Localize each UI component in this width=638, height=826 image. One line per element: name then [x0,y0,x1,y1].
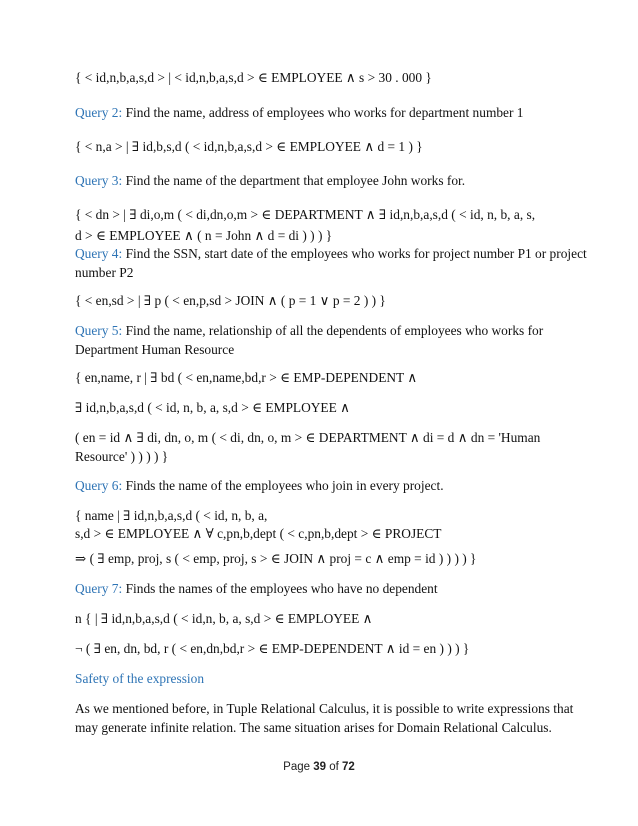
query-label: Query 5: [75,323,123,338]
expression-line: n { | ∃ id,n,b,a,s,d ( < id,n, b, a, s,d > ∈ EMPLOYEE ∧ [75,611,373,626]
query-line [75,103,578,123]
expression-line: { < dn > | ∃ di,o,m ( < di,dn,o,m > ∈ DEPARTMENT ∧ ∃ id,n,b,a,s,d ( < id, n, b, a, s, [75,207,536,222]
query-label: Query 3: [75,173,123,188]
query-line [75,476,578,496]
query-text: Find the name, relationship of all the dependents of employees who works for [125,323,544,338]
query-label: Query 7: [75,581,123,596]
expression-line: { en,name, r | ∃ bd ( < en,name,bd,r > ∈ EMP-DEPENDENT ∧ [75,370,418,385]
body-text: may generate infinite relation. The same situation arises for Domain Relational Calculus. [75,720,552,735]
expression-line: Resource' ) ) ) ) } [75,449,169,464]
expression-line: { < id,n,b,a,s,d > | < id,n,b,a,s,d > ∈ EMPLOYEE ∧ s > 30 . 000 } [75,70,432,85]
query-label: Query 6: [75,478,123,493]
expression-line: d > ∈ EMPLOYEE ∧ ( n = John ∧ d = di ) ) ) } [75,228,333,243]
expression-line: ∃ id,n,b,a,s,d ( < id, n, b, a, s,d > ∈ EMPLOYEE ∧ [75,400,350,415]
expression-line: s,d > ∈ EMPLOYEE ∧ ∀ c,pn,b,dept ( < c,pn,b,dept > ∈ PROJECT [75,526,442,541]
query-line [75,171,578,191]
page-number [0,761,638,773]
query-line [75,244,587,264]
page-of: of [326,761,343,773]
expression-line: ⇒ ( ∃ emp, proj, s ( < emp, proj, s > ∈ JOIN ∧ proj = c ∧ emp = id ) ) ) ) } [75,551,477,566]
expression-line: { name | ∃ id,n,b,a,s,d ( < id, n, b, a, [75,508,268,523]
query-text: Find the name, address of employees who works for department number 1 [125,105,524,120]
page-prefix: Page [283,761,314,773]
expression-line: ( en = id ∧ ∃ di, dn, o, m ( < di, dn, o, m > ∈ DEPARTMENT ∧ di = d ∧ dn = 'Human [75,430,541,445]
expression-line: { < n,a > | ∃ id,b,s,d ( < id,n,b,a,s,d > ∈ EMPLOYEE ∧ d = 1 ) } [75,139,423,154]
body-text: As we mentioned before, in Tuple Relational Calculus, it is possible to write expressions that [75,701,574,716]
query-line [75,321,578,341]
total-pages: 72 [342,761,355,773]
expression-line: ¬ ( ∃ en, dn, bd, r ( < en,dn,bd,r > ∈ EMP-DEPENDENT ∧ id = en ) ) ) } [75,641,470,656]
query-label: Query 4: [75,246,123,261]
query-text: Find the name of the department that employee John works for. [125,173,466,188]
query-text: Finds the name of the employees who join in every project. [125,478,444,493]
query-line-continued: number P2 [75,265,134,280]
section-heading: Safety of the expression [75,671,205,686]
query-line [75,579,578,599]
current-page: 39 [313,761,327,773]
query-label: Query 2: [75,105,123,120]
query-line-continued: Department Human Resource [75,342,235,357]
query-text: Find the SSN, start date of the employees who works for project number P1 or project [125,246,587,261]
query-text: Finds the names of the employees who have no dependent [125,581,438,596]
expression-line: { < en,sd > | ∃ p ( < en,p,sd > JOIN ∧ ( p = 1 ∨ p = 2 ) ) } [75,293,386,308]
